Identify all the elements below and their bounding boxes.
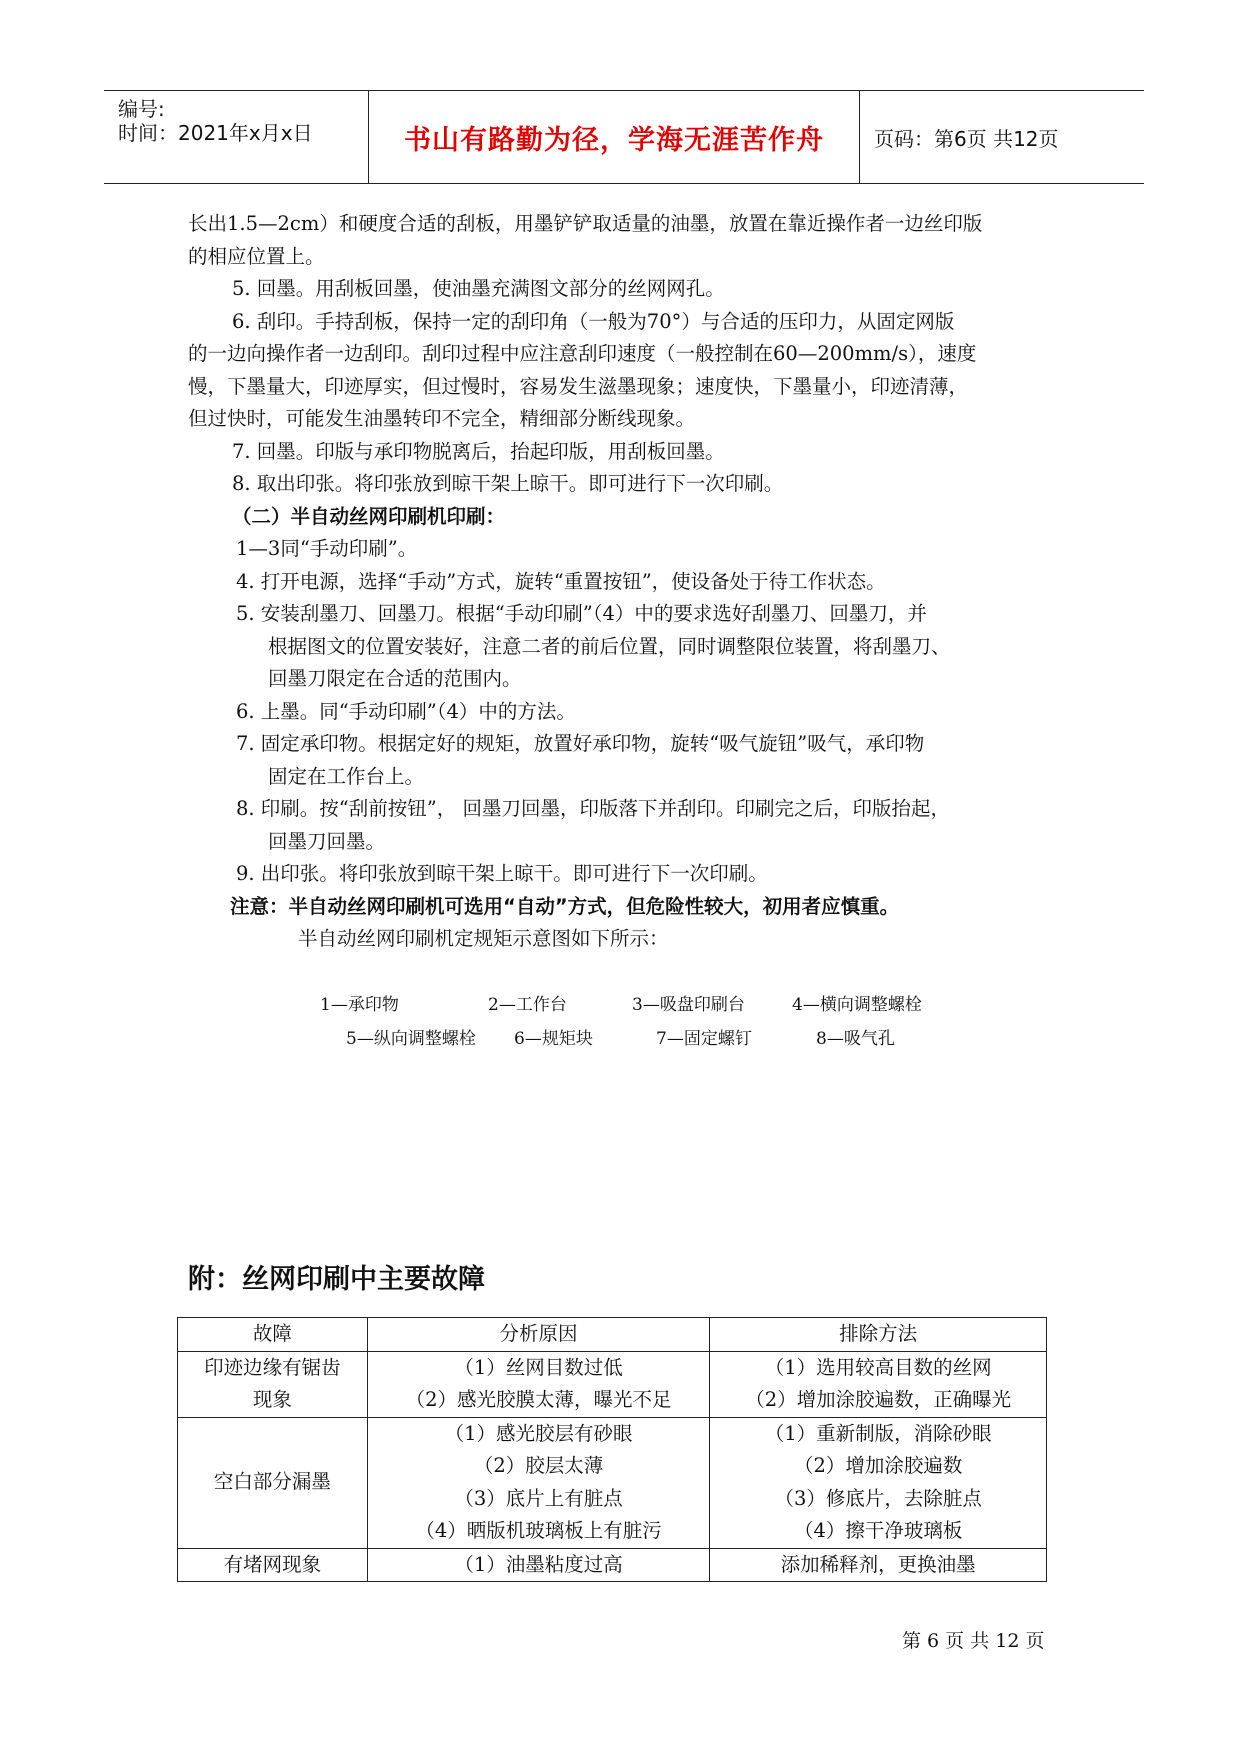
cause-cell — [367, 1351, 710, 1417]
fix-cell — [710, 1351, 1047, 1417]
legend-item: 1—承印物 — [320, 995, 399, 1015]
legend-item: 8—吸气孔 — [816, 1029, 895, 1049]
step-line: 9. 出印张。将印张放到晾干架上晾干。即可进行下一次印刷。 — [236, 862, 768, 885]
step-line: 1—3同“手动印刷”。 — [236, 537, 418, 560]
fault-cell: 有堵网现象 — [178, 1548, 368, 1582]
cause-cell — [367, 1417, 710, 1548]
paragraph-line: 的相应位置上。 — [188, 244, 325, 268]
cell-line: （1）重新制版，消除砂眼 — [764, 1421, 992, 1445]
cell-line: （1）丝网目数过低 — [454, 1355, 623, 1379]
table-header-row — [178, 1318, 1047, 1352]
fix-cell: 添加稀释剂，更换油墨 — [710, 1548, 1047, 1582]
header-meta — [104, 91, 368, 183]
cell-line: （2）感光胶膜太薄，曝光不足 — [405, 1388, 672, 1411]
appendix-title: 附：丝网印刷中主要故障 — [188, 1264, 485, 1295]
step-line: 7. 固定承印物。根据定好的规矩，放置好承印物，旋转“吸气旋钮”吸气，承印物 — [236, 732, 925, 755]
cell-line: （1）感光胶层有砂眼 — [444, 1421, 633, 1445]
step-line: 5. 安装刮墨刀、回墨刀。根据“手动印刷”（4）中的要求选好刮墨刀、回墨刀，并 — [236, 602, 927, 625]
cell-line: （4）擦干净玻璃板 — [793, 1519, 963, 1542]
paragraph-line: 的一边向操作者一边刮印。刮印过程中应注意刮印速度（一般控制在60—200mm/s），速度 — [188, 342, 977, 365]
cell-line: （3）底片上有脏点 — [454, 1486, 623, 1510]
step-line: 4. 打开电源，选择“手动”方式，旋转“重置按钮”，使设备处于待工作状态。 — [236, 569, 886, 593]
cell-line: 印迹边缘有锯齿 — [204, 1355, 341, 1379]
cause-cell: （1）油墨粘度过高 — [367, 1548, 710, 1582]
cell-line: （1）选用较高目数的丝网 — [764, 1355, 992, 1379]
header-page-cell — [860, 91, 1144, 183]
legend-item: 2—工作台 — [488, 995, 567, 1015]
subheading: （二）半自动丝网印刷机印刷： — [232, 504, 506, 528]
step-line: 回墨刀限定在合适的范围内。 — [268, 667, 522, 690]
time-label: 时间：2021年x月x日 — [118, 121, 313, 145]
legend-item: 6—规矩块 — [514, 1029, 593, 1049]
paragraph-line: 长出1.5—2cm）和硬度合适的刮板，用墨铲铲取适量的油墨，放置在靠近操作者一边丝印版 — [188, 212, 983, 235]
column-header: 排除方法 — [710, 1318, 1047, 1352]
page-header — [104, 90, 1144, 184]
motto: 书山有路勤为径，学海无涯苦作舟 — [404, 124, 824, 156]
body-text — [188, 208, 1068, 956]
page-footer: 第 6 页 共 12 页 — [902, 1630, 1045, 1652]
table-row — [178, 1548, 1047, 1582]
paragraph-line: 5. 回墨。用刮板回墨，使油墨充满图文部分的丝网网孔。 — [232, 277, 725, 300]
cell-line: （2）增加涂胶遍数，正确曝光 — [745, 1388, 1012, 1411]
header-motto-cell — [368, 91, 860, 183]
step-line: 回墨刀回墨。 — [268, 829, 386, 853]
paragraph-line: 6. 刮印。手持刮板，保持一定的刮印角（一般为70°）与合适的压印力，从固定网版 — [232, 309, 955, 333]
cell-line: （2）增加涂胶遍数 — [793, 1454, 963, 1477]
cell-line: （2）胶层太薄 — [473, 1454, 604, 1477]
fault-table — [177, 1317, 1047, 1582]
legend-item: 3—吸盘印刷台 — [632, 995, 745, 1015]
table-row — [178, 1351, 1047, 1417]
cell-line: 现象 — [252, 1388, 292, 1411]
fault-cell — [178, 1351, 368, 1417]
fix-cell — [710, 1417, 1047, 1548]
caution-note: 注意：半自动丝网印刷机可选用“自动”方式，但危险性较大，初用者应慎重。 — [230, 894, 900, 918]
paragraph-line: 8. 取出印张。将印张放到晾干架上晾干。即可进行下一次印刷。 — [232, 472, 784, 495]
column-header: 故障 — [178, 1318, 368, 1352]
legend-item: 5—纵向调整螺栓 — [346, 1029, 476, 1049]
column-header: 分析原因 — [367, 1318, 710, 1352]
step-line: 根据图文的位置安装好，注意二者的前后位置，同时调整限位装置，将刮墨刀、 — [268, 634, 951, 658]
step-line: 6. 上墨。同“手动印刷”（4）中的方法。 — [236, 699, 576, 723]
paragraph-line: 7. 回墨。印版与承印物脱离后，抬起印版，用刮板回墨。 — [232, 439, 725, 463]
number-label: 编号: — [118, 97, 165, 121]
page-info: 页码：第6页 共12页 — [874, 126, 1059, 151]
legend-item: 7—固定螺钉 — [656, 1029, 752, 1049]
fault-cell: 空白部分漏墨 — [178, 1417, 368, 1548]
paragraph-line: 但过快时，可能发生油墨转印不完全，精细部分断线现象。 — [188, 407, 696, 430]
table-row — [178, 1417, 1047, 1548]
legend-item: 4—横向调整螺栓 — [792, 995, 922, 1015]
paragraph-line: 慢，下墨量大，印迹厚实，但过慢时，容易发生滋墨现象；速度快，下墨量小，印迹清薄， — [188, 374, 969, 398]
step-line: 8. 印刷。按“刮前按钮”， 回墨刀回墨，印版落下并刮印。印刷完之后，印版抬起， — [236, 797, 950, 820]
cell-line: （4）晒版机玻璃板上有脏污 — [415, 1519, 662, 1542]
step-line: 固定在工作台上。 — [268, 764, 425, 788]
figure-caption: 半自动丝网印刷机定规矩示意图如下所示： — [298, 927, 669, 950]
cell-line: （3）修底片，去除脏点 — [774, 1486, 982, 1510]
